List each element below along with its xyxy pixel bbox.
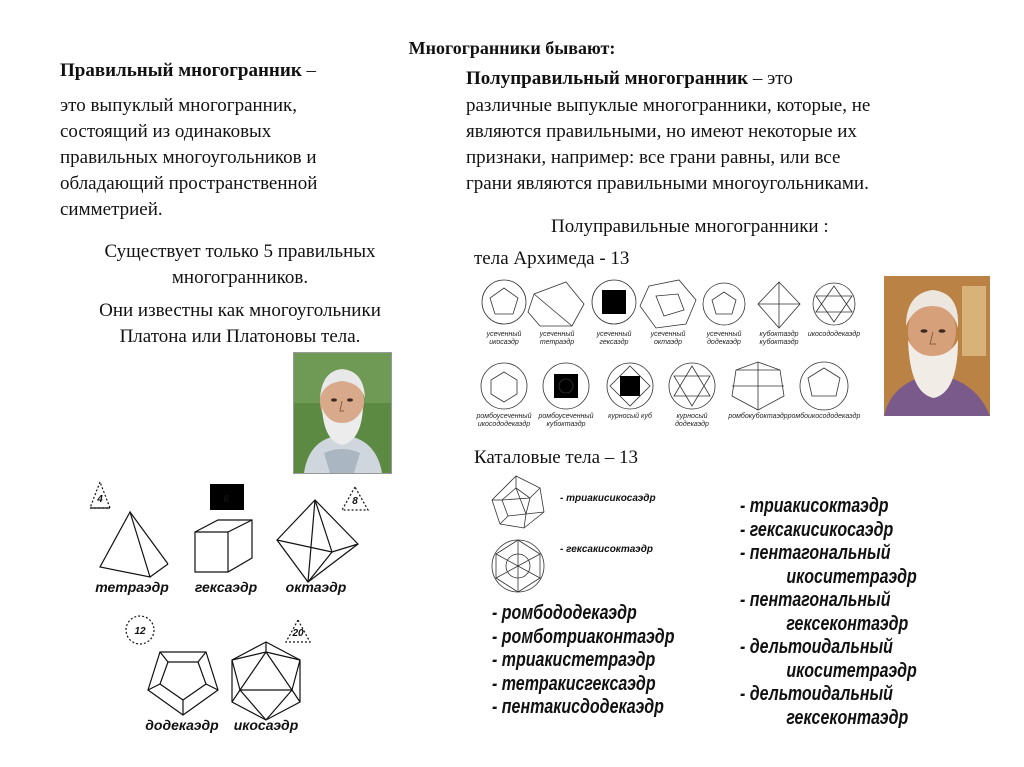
catalan-item: - пентакисдодекаэдр — [492, 696, 664, 718]
arch-caption: додекаэдр — [675, 421, 709, 428]
arch-caption: тетраэдр — [539, 339, 575, 346]
regular-definition — [60, 93, 440, 223]
arch-caption: кубоктаэдр — [759, 339, 799, 346]
semi-definition — [466, 93, 996, 197]
archimedean-captions-row1 — [486, 330, 861, 346]
catalan-item: икоситетраэдр — [786, 659, 917, 682]
arch-caption: кубоктаэдр — [759, 331, 799, 338]
triakis-icosahedron-icon — [492, 476, 544, 528]
catalan-item: - триакистетраэдр — [492, 649, 656, 671]
arch-caption: усеченный — [650, 331, 686, 338]
semi-def-line: признаки, например: все грани равны, или все — [466, 147, 841, 168]
catalan-item: - ромбододекаэдр — [492, 602, 637, 624]
arch-caption: икосододекаэдр — [807, 331, 861, 338]
hexahedron-label: гексаэдр — [194, 579, 258, 595]
platonic-solids-row2 — [120, 612, 320, 732]
arch-caption: ромбоусеченный — [476, 413, 532, 420]
arch-caption: усеченный — [706, 331, 742, 338]
arch-caption: октаэдр — [653, 339, 683, 346]
platonic-solids-row1 — [80, 482, 380, 597]
semi-heading: Полуправильный многогранник — [466, 68, 749, 89]
archimedean-row1 — [482, 280, 855, 328]
count-line: многогранников. — [171, 267, 309, 288]
catalan-item: - ромботриаконтаэдр — [492, 625, 675, 648]
octahedron-faces: 8 — [352, 496, 358, 507]
archimedean-row2 — [481, 362, 848, 410]
catalan-label: Каталовые тела – 13 — [474, 447, 639, 468]
tetrahedron-faces: 4 — [97, 494, 103, 505]
arch-caption: курносый куб — [608, 413, 652, 420]
hexakis-octahedron-icon — [492, 540, 544, 592]
catalan-pictured-1: - триакисикосаэдр — [560, 493, 656, 504]
regular-def-line: правильных многоугольников и — [60, 147, 317, 168]
arch-caption: ромбокубоктаэдр — [728, 413, 788, 420]
catalan-item: - гексакисикосаэдр — [740, 518, 894, 541]
arch-caption: усеченный — [486, 331, 522, 338]
semi-heading-line — [466, 66, 793, 92]
semi-def-line: грани являются правильными многоугольниками. — [466, 173, 869, 194]
arch-caption: ромбоикосододекаэдр — [787, 413, 861, 420]
archimedes-label: тела Архимеда - 13 — [474, 248, 630, 269]
catalan-item: - пентагональный — [740, 589, 891, 611]
arch-caption: икосододекаэдр — [477, 421, 531, 428]
known-line: Они известны как многоугольники — [99, 300, 381, 321]
plato-portrait — [293, 352, 392, 474]
arch-caption: икосаэдр — [489, 339, 519, 346]
regular-def-line: это выпуклый многогранник, — [60, 95, 297, 116]
dodecahedron-label: додекаэдр — [145, 717, 219, 733]
regular-heading: Правильный многогранник — [60, 60, 302, 81]
arch-caption: гексаэдр — [599, 339, 629, 346]
semi-def-line: являются правильными, но имеют некоторые их — [466, 121, 857, 142]
catalan-list-left — [492, 602, 674, 720]
catalan-solids — [488, 474, 558, 599]
arch-caption: курносый — [676, 413, 708, 420]
hexahedron-faces: 6 — [223, 494, 229, 505]
arch-caption: усеченный — [539, 331, 575, 338]
catalan-item: - дельтоидальный — [740, 683, 893, 705]
dodecahedron-faces: 12 — [134, 626, 146, 637]
arch-caption: додекаэдр — [707, 339, 741, 346]
catalan-item: икоситетраэдр — [786, 565, 917, 588]
regular-def-line: состоящий из одинаковых — [60, 121, 272, 142]
catalan-item: гексеконтаэдр — [786, 612, 909, 635]
regular-def-line: симметрией. — [60, 199, 163, 220]
regular-known-text — [50, 298, 430, 350]
catalan-item: - триакисоктаэдр — [740, 495, 889, 517]
regular-def-line: обладающий пространственной — [60, 173, 318, 194]
count-line: Существует только 5 правильных — [104, 241, 376, 262]
catalan-pictured-2: - гексакисоктаэдр — [560, 544, 653, 555]
page-title: Многогранники бывают: — [408, 38, 616, 58]
regular-count-text — [50, 239, 430, 291]
icosahedron-label: икосаэдр — [233, 717, 299, 733]
semi-def-line: различные выпуклые многогранники, которые, не — [466, 95, 871, 116]
tetrahedron-label: тетраэдр — [95, 579, 169, 595]
catalan-item: - дельтоидальный — [740, 636, 893, 658]
known-line: Платона или Платоновы тела. — [119, 326, 361, 347]
catalan-item: гексеконтаэдр — [786, 706, 909, 729]
catalan-item: - тетракисгексаэдр — [492, 672, 656, 695]
archimedean-captions-row2 — [476, 412, 861, 428]
regular-heading-tail: – — [301, 60, 317, 81]
archimedean-solids — [474, 274, 879, 434]
icosahedron-faces: 20 — [292, 628, 304, 639]
catalan-item: - пентагональный — [740, 542, 891, 564]
regular-heading-line — [60, 58, 316, 84]
catalan-list-right — [740, 495, 917, 730]
semi-heading-tail: – это — [748, 68, 793, 89]
arch-caption: усеченный — [596, 331, 632, 338]
semi-subheading: Полуправильные многогранники : — [551, 216, 829, 237]
octahedron-label: октаэдр — [285, 579, 347, 595]
arch-caption: ромбоусеченный — [538, 413, 594, 420]
arch-caption: кубоктаэдр — [546, 421, 586, 428]
archimedes-portrait — [884, 276, 990, 416]
